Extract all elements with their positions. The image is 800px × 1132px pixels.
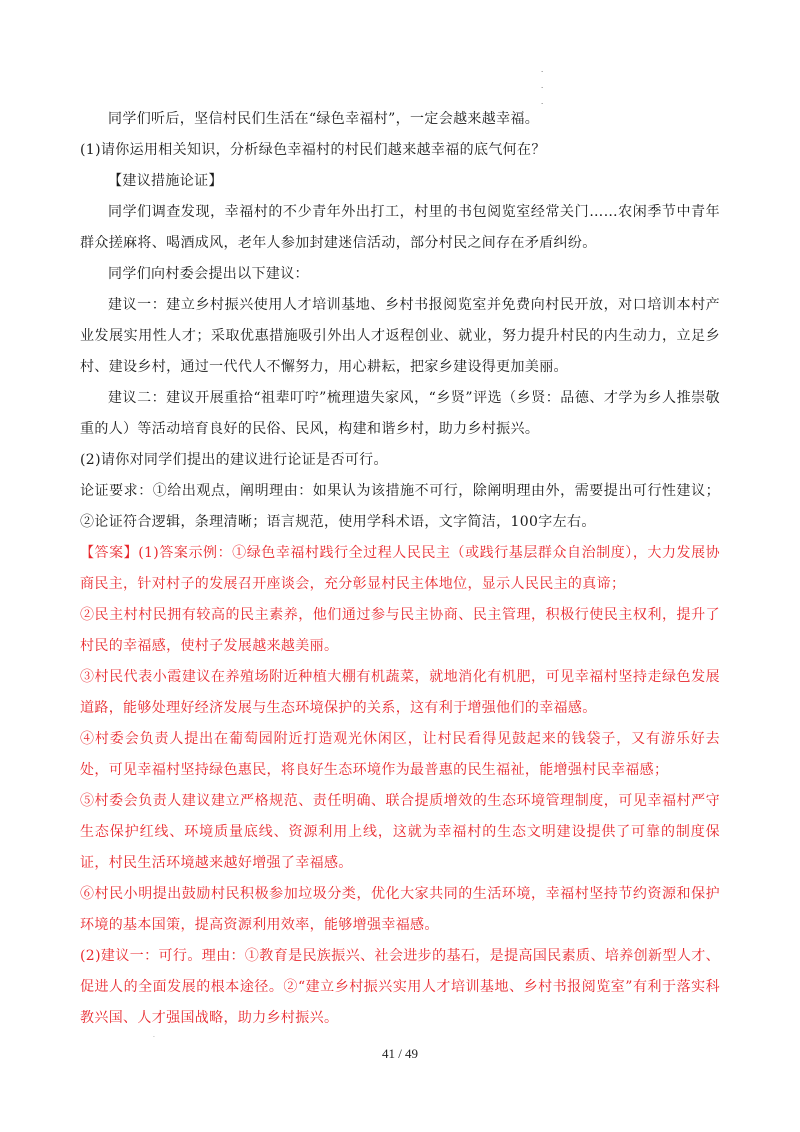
header-dots-decoration: · · · — [541, 68, 544, 108]
page-number: 41 / 49 — [381, 1046, 419, 1061]
answer-part-1-point-6: ⑥村民小明提出鼓励村民积极参加垃圾分类，优化大家共同的生活环境，幸福村坚持节约资源和保护环境的基本国策，提高资源利用效率，能够增强幸福感。 — [80, 886, 720, 933]
margin-mark: · — [153, 1034, 155, 1041]
answer-part-1-point-5: ⑤村委会负责人建议建立严格规范、责任明确、联合提质增效的生态环境管理制度，可见幸福村严守生态保护红线、环境质量底线、资源利用上线，这就为幸福村的生态文明建设提供了可靠的制度保证，村民生活环境越来越好增强了幸福感。 — [80, 793, 720, 871]
answer-part-1-point-2: ②民主村村民拥有较高的民主素养，他们通过参与民主协商、民主管理，积极行使民主权利，提升了村民的幸福感，使村子发展越来越美丽。 — [80, 607, 720, 654]
answer-part-1-point-1: 【答案】(1)答案示例：①绿色幸福村践行全过程人民民主（或践行基层群众自治制度），大力发展协商民主，针对村子的发展召开座谈会，充分彰显村民主体地位，显示人民民主的真谛； — [80, 545, 720, 592]
question-1: (1)请你运用相关知识，分析绿色幸福村的村民们越来越幸福的底气何在？ — [80, 142, 546, 158]
answer-part-1-point-4: ④村委会负责人提出在葡萄园附近打造观光休闲区，让村民看得见鼓起来的钱袋子，又有游乐好去处，可见幸福村坚持绿色惠民，将良好生态环境作为最普惠的民生福祉，能增强村民幸福感； — [80, 731, 720, 778]
paragraph-suggestion-two: 建议二：建议开展重拾“祖辈叮咛”梳理遗失家风，“乡贤”评选（乡贤：品德、才学为乡人推崇敬重的人）等活动培育良好的民俗、民风，构建和谐乡村，助力乡村振兴。 — [80, 390, 720, 437]
section-heading-suggestions: 【建议措施论证】 — [108, 173, 223, 189]
answer-part-1-point-3: ③村民代表小霞建议在养殖场附近种植大棚有机蔬菜，就地消化有机肥，可见幸福村坚持走绿色发展道路，能够处理好经济发展与生态环境保护的关系，这有利于增强他们的幸福感。 — [80, 669, 720, 716]
paragraph-suggestion-one: 建议一：建立乡村振兴使用人才培训基地、乡村书报阅览室并免费向村民开放，对口培训本村产业发展实用性人才；采取优惠措施吸引外出人才返程创业、就业，努力提升村民的内生动力，立足乡村、建设乡村，通过一代代人不懈努力，用心耕耘，把家乡建设得更加美丽。 — [80, 297, 720, 375]
question-2: (2)请你对同学们提出的建议进行论证是否可行。 — [80, 452, 388, 468]
paragraph-suggestions-intro: 同学们向村委会提出以下建议： — [108, 266, 309, 282]
paragraph-intro-conclusion: 同学们听后，坚信村民们生活在“绿色幸福村”，一定会越来越幸福。 — [108, 111, 540, 127]
page-content — [80, 104, 720, 1034]
paragraph-survey-findings: 同学们调查发现，幸福村的不少青年外出打工，村里的书包阅览室经常关门……农闲季节中青年群众搓麻将、喝酒成风，老年人参加封建迷信活动，部分村民之间存在矛盾纠纷。 — [80, 204, 720, 251]
answer-part-2: (2)建议一：可行。理由：①教育是民族振兴、社会进步的基石，是提高国民素质、培养创新型人才、促进人的全面发展的根本途径。②“建立乡村振兴实用人才培训基地、乡村书报阅览室”有利于落实科教兴国、人才强国战略，助力乡村振兴。 — [80, 948, 720, 1026]
argument-requirements: 论证要求：①给出观点，阐明理由：如果认为该措施不可行，除阐明理由外，需要提出可行性建议；②论证符合逻辑，条理清晰；语言规范，使用学科术语，文字简洁，100字左右。 — [80, 483, 720, 530]
